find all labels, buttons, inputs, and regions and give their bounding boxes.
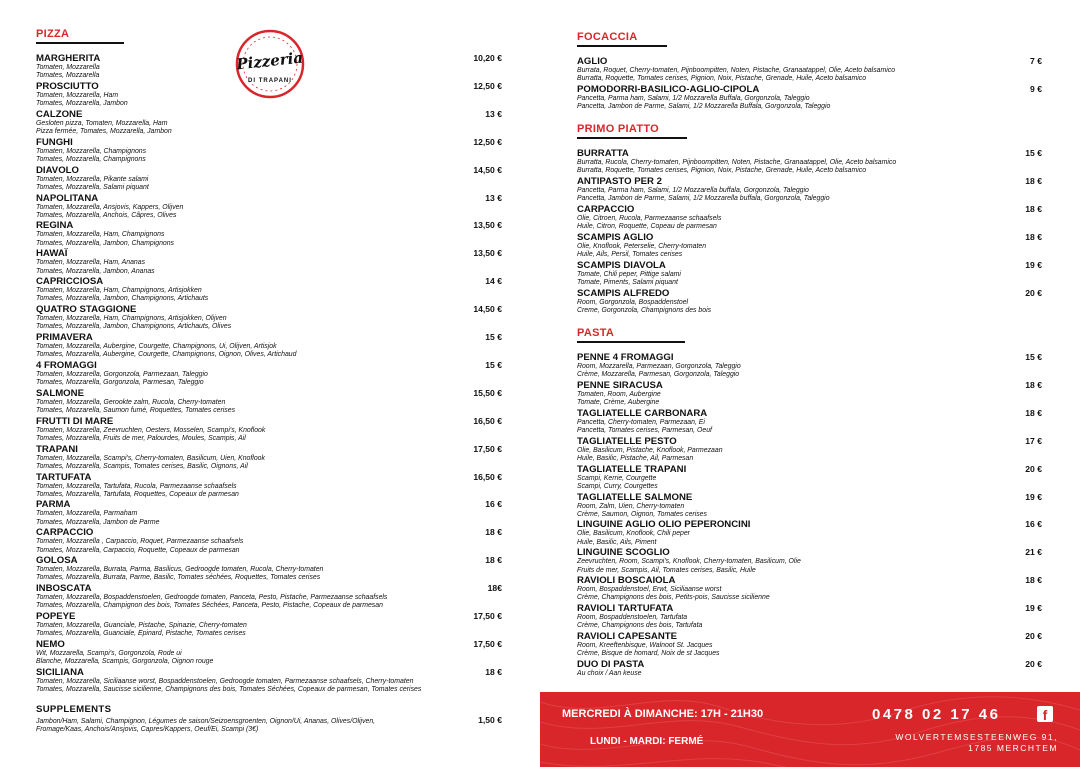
address-line-1: WOLVERTEMSESTEENWEG 91, xyxy=(895,732,1058,742)
menu-item-description: Tomates, Mozzarella, Anchois, Câpres, Olives xyxy=(36,211,177,219)
menu-item-description: Burratta, Rucola, Cherry-tomaten, Pijnboompitten, Noten, Pistache, Granaatappel, Olie, Aceto balsamico xyxy=(577,159,897,166)
menu-item-description: Tomates, Mozzarella, Jambon de Parme xyxy=(36,518,160,526)
menu-item-description: Huile, Citron, Roquette, Copeau de parmesan xyxy=(577,223,717,231)
menu-item-name: LINGUINE AGLIO OLIO PEPERONCINI xyxy=(577,519,751,531)
menu-item-price: 13 € xyxy=(485,108,502,119)
menu-item-name: SICILIANA xyxy=(36,666,84,678)
phone-number[interactable]: 0478 02 17 46 xyxy=(872,706,1001,723)
menu-item-description: Tomates, Mozzarella, Fruits de mer, Palourdes, Moules, Scampis, Ail xyxy=(36,434,246,442)
menu-item-description: Crème, Champignons des bois, Tartufata xyxy=(577,622,703,630)
menu-item-name: POPEYE xyxy=(36,611,76,622)
menu-item-price: 18€ xyxy=(487,583,502,594)
menu-item-description: Tomates, Mozzarella, Salami piquant xyxy=(36,183,149,191)
menu-item-price: 16,50 € xyxy=(473,471,502,482)
menu-item-description: Huile, Ails, Persil, Tomates cerises xyxy=(577,251,683,259)
menu-item xyxy=(577,436,1045,463)
menu-item-name: RAVIOLI TARTUFATA xyxy=(577,603,674,615)
menu-item-price: 9 € xyxy=(1030,84,1042,94)
menu-item-price: 18 € xyxy=(1025,575,1042,586)
menu-item-description: Tomaten, Mozzarella, Ham, Champignons, Artisjokken xyxy=(36,287,202,295)
menu-item-description: Huile, Basilic, Ails, Piment xyxy=(577,538,657,546)
menu-item xyxy=(577,56,1045,83)
menu-item xyxy=(36,220,506,247)
menu-item-description: Huile, Basilic, Pistache, Ail, Parmesan xyxy=(577,454,694,462)
menu-item xyxy=(36,248,506,275)
menu-item-description: Crème, Saumon, Oignon, Tomates cerises xyxy=(577,510,707,518)
menu-item-name: PENNE 4 FROMAGGI xyxy=(577,352,674,363)
menu-item-description: Pancetta, Tomates cerises, Parmesan, Oeuf xyxy=(577,427,712,434)
menu-item-name: CALZONE xyxy=(36,108,83,120)
menu-item-description: Tomates, Mozzarella, Saucisse sicilienne, Champignons des bois, Tomates Séchées, Copeaux de parmesan, Tomates cerises xyxy=(36,686,422,693)
menu-item-description: Tomate, Chili peper, Pittige salami xyxy=(577,271,681,278)
menu-item-description: Tomaten, Mozzarella, Champignons xyxy=(36,147,147,155)
menu-item xyxy=(36,165,506,192)
menu-item-name: SALMONE xyxy=(36,387,84,399)
menu-item xyxy=(577,352,1045,379)
logo-sub: DI TRAPANI xyxy=(248,78,292,84)
menu-item-name: DIAVOLO xyxy=(36,164,79,176)
menu-item-price: 15 € xyxy=(1025,148,1042,158)
menu-item-description: Tomates, Mozzarella, Tartufata, Roquettes, Copeaux de parmesan xyxy=(36,490,239,498)
menu-item xyxy=(577,464,1045,491)
menu-item-name: POMODORRI-BASILICO-AGLIO-CIPOLA xyxy=(577,84,760,95)
menu-item-price: 13,50 € xyxy=(473,248,502,259)
menu-item xyxy=(36,137,506,164)
menu-item xyxy=(36,583,506,610)
menu-item-name: LINGUINE SCOGLIO xyxy=(577,547,670,559)
menu-item xyxy=(36,276,506,303)
menu-item-description: Tomaten, Mozzarella, Ham xyxy=(36,91,119,99)
menu-item-description: Olie, Basilicum, Knoflook, Chili peper xyxy=(577,530,690,538)
menu-item-name: CAPRICCIOSA xyxy=(36,276,104,288)
menu-item-description: Tomates, Mozzarella, Jambon, Champignons, Artichauts, Olives xyxy=(36,323,232,331)
menu-item-name: TAGLIATELLE SALMONE xyxy=(577,491,693,503)
menu-item-description: Tomaten, Mozzarella, Bospaddenstoelen, Gedroogde tomaten, Panceta, Pesto, Pistache, Parmezaanse schaafsels xyxy=(36,594,388,602)
menu-item-description: Tomates, Mozzarella xyxy=(36,72,100,80)
menu-item-description: Tomates, Mozzarella, Gorgonzola, Parmesan, Taleggio xyxy=(36,379,204,387)
section-title-supplements: SUPPLEMENTS xyxy=(36,704,112,715)
menu-item-price: 15 € xyxy=(485,332,502,342)
section-underline xyxy=(36,42,124,44)
menu-item-description: Crème, Champignons des bois, Petits-pois, Saucisse sicilienne xyxy=(577,594,770,602)
menu-item xyxy=(577,84,1045,111)
menu-item-price: 18 € xyxy=(485,666,502,677)
menu-item-price: 19 € xyxy=(1025,603,1042,614)
menu-item-name: RAVIOLI BOSCAIOLA xyxy=(577,575,676,587)
menu-item-description: Tomaten, Mozzarella, Ham, Champignons xyxy=(36,231,165,239)
contact-bar xyxy=(540,692,1080,767)
menu-item-description: Tomaten, Mozzarella, Siciliaanse worst, Bospaddenstoelen, Gedroogde tomaten, Parmezaanse schaafsels, Cherry-tomaten xyxy=(36,677,414,685)
menu-item-description: Pancetta, Parma ham, Salami, 1/2 Mozzarella Buffala, Gorgonzola, Taleggio xyxy=(577,95,810,102)
menu-item-name: SCAMPIS DIAVOLA xyxy=(577,260,666,271)
menu-item-description: Tomaten, Mozzarella, Parmaham xyxy=(36,510,138,518)
menu-item-price: 19 € xyxy=(1025,491,1042,502)
supplements-item xyxy=(36,715,506,734)
menu-item-price: 12,50 € xyxy=(473,80,502,91)
menu-item xyxy=(36,667,506,694)
menu-item-price: 17 € xyxy=(1025,435,1042,446)
menu-item-name: NAPOLITANA xyxy=(36,192,99,204)
menu-item-description: Tomaten, Mozzarella, Ham, Ananas xyxy=(36,259,146,267)
menu-item-price: 20 € xyxy=(1025,658,1042,669)
menu-item xyxy=(577,547,1045,574)
menu-item xyxy=(577,519,1045,546)
menu-item-name: HAWAÏ xyxy=(36,248,68,260)
section-title-focaccia: FOCACCIA xyxy=(577,31,638,43)
menu-item-description: Crème, Bisque de homard, Noix de st Jacques xyxy=(577,650,720,658)
menu-item xyxy=(36,611,506,638)
menu-item xyxy=(36,193,506,220)
menu-item-description: Tomaten, Mozzarella, Pikante salami xyxy=(36,175,149,183)
menu-item-description: Tomates, Mozzarella, Jambon, Champignons xyxy=(36,239,175,247)
menu-item-name: TAGLIATELLE CARBONARA xyxy=(577,407,708,419)
menu-item-price: 15,50 € xyxy=(473,387,502,398)
menu-item-price: 16 € xyxy=(485,499,502,510)
menu-item-price: 18 € xyxy=(1025,232,1042,242)
menu-item-price: 20 € xyxy=(1025,288,1042,298)
menu-item-price: 10,20 € xyxy=(473,53,502,63)
menu-item-description: Tomates, Mozzarella, Champignons xyxy=(36,155,146,163)
menu-item-description: Tomaten, Mozzarella, Guanciale, Pistache, Spinazie, Cherry-tomaten xyxy=(36,622,247,629)
section-underline xyxy=(577,137,687,139)
menu-item-name: CARPACCIO xyxy=(577,204,635,215)
menu-item-description: Tomaten, Mozzarella, Aubergine, Courgette, Champignons, Ui, Olijven, Artisjok xyxy=(36,343,277,350)
menu-item-description: Zeevruchten, Room, Scampi's, Knoflook, Cherry-tomaten, Basilicum, Olie xyxy=(577,558,801,566)
menu-item xyxy=(36,332,506,359)
closed-days: LUNDI - MARDI: FERMÉ xyxy=(590,736,704,747)
menu-item xyxy=(36,109,506,136)
facebook-icon[interactable]: f xyxy=(1037,706,1053,722)
menu-item-description: Tomaten, Mozzarella, Gerookte zalm, Rucola, Cherry-tomaten xyxy=(36,398,226,406)
menu-item-description: Room, Bospaddenstoelen, Tartufata xyxy=(577,614,688,622)
menu-item-price: 16,50 € xyxy=(473,415,502,426)
menu-item-description: Pancetta, Jambon de Parme, Salami, 1/2 Mozzarella buffala, Gorgonzola, Taleggio xyxy=(577,195,830,203)
menu-item xyxy=(36,388,506,415)
menu-item-description: Tomates, Mozzarella, Jambon xyxy=(36,100,128,108)
menu-item xyxy=(577,603,1045,630)
menu-item-name: PRIMAVERA xyxy=(36,332,93,343)
menu-item xyxy=(577,408,1045,435)
menu-item-description: Room, Gorgonzola, Bospaddenstoel xyxy=(577,299,689,306)
menu-item-price: 18 € xyxy=(1025,407,1042,418)
menu-item xyxy=(36,304,506,331)
menu-item-price: 17,50 € xyxy=(473,611,502,621)
menu-item-price: 18 € xyxy=(1025,204,1042,214)
menu-item-description: Burrata, Roquet, Cherry-tomaten, Pijnboompitten, Noten, Pistache, Granaatappel, Olie, Aceto balsamico xyxy=(577,67,896,74)
menu-item xyxy=(577,492,1045,519)
menu-item-price: 19 € xyxy=(1025,260,1042,270)
menu-item xyxy=(577,232,1045,259)
menu-item xyxy=(577,148,1045,175)
menu-item-description: Tomaten, Mozzarella , Carpaccio, Roquet, Parmezaanse schaafsels xyxy=(36,538,244,546)
menu-item-description: Room, Bospaddenstoel, Erwt, Siciliaanse worst xyxy=(577,586,722,594)
menu-item xyxy=(36,555,506,582)
menu-item-description: Creme, Gorgonzola, Champignons des bois xyxy=(577,307,712,315)
menu-item-price: 18 € xyxy=(485,527,502,538)
menu-item-name: PROSCIUTTO xyxy=(36,80,99,92)
menu-item-name: TRAPANI xyxy=(36,443,78,455)
menu-item-description: Fruits de mer, Scampis, Ail, Tomates cerises, Basilic, Huile xyxy=(577,566,756,574)
menu-item xyxy=(36,472,506,499)
menu-item xyxy=(577,380,1045,407)
menu-item-price: 14 € xyxy=(485,276,502,287)
menu-item-name: MARGHERITA xyxy=(36,53,101,64)
menu-item-name: RAVIOLI CAPESANTE xyxy=(577,631,678,642)
menu-item-name: FUNGHI xyxy=(36,136,73,148)
menu-item-description: Burratta, Roquette, Tomates cerises, Pignion, Noix, Pistache, Grenade, Huile, Aceto balsamico xyxy=(577,75,867,83)
menu-item-name: PARMA xyxy=(36,499,71,511)
menu-item-price: 15 € xyxy=(1025,352,1042,362)
menu-item-price: 13,50 € xyxy=(473,220,502,231)
menu-item-description: Scampi, Kerrie, Courgette xyxy=(577,474,657,482)
menu-item-description: Blanche, Mozzarella, Scampis, Gorgonzola, Oignon rouge xyxy=(36,658,214,666)
menu-item-price: 17,50 € xyxy=(473,638,502,649)
menu-item-description: Tomaten, Mozzarella, Gorgonzola, Parmezaan, Taleggio xyxy=(36,370,208,378)
section-title-primo-piatto: PRIMO PIATTO xyxy=(577,123,660,135)
menu-item-description: Olie, Citroen, Rucola, Parmezaanse schaafsels xyxy=(577,215,722,222)
menu-item-description: Room, Mozzarella, Parmezaan, Gorgonzola, Taleggio xyxy=(577,363,741,370)
address-line-2: 1785 MERCHTEM xyxy=(968,743,1058,753)
menu-item-description: Tomates, Mozzarella, Burrata, Parme, Basilic, Tomates séchées, Roquettes, Tomates cerises xyxy=(36,574,321,582)
menu-item-name: 4 FROMAGGI xyxy=(36,359,97,371)
menu-item-price: 13 € xyxy=(485,192,502,203)
pizzeria-logo xyxy=(232,26,308,102)
menu-item xyxy=(577,176,1045,203)
menu-item-description: Tomaten, Mozzarella, Zeevruchten, Oesters, Mosselen, Scampi's, Knoflook xyxy=(36,426,266,434)
menu-item-price: 18 € xyxy=(1025,176,1042,186)
menu-item xyxy=(36,499,506,526)
menu-item-description: Room, Kreeftenbisque, Walnoot St. Jacques xyxy=(577,642,713,649)
menu-item xyxy=(36,527,506,554)
menu-item-name: PENNE SIRACUSA xyxy=(577,379,663,391)
menu-item-description: Tomates, Mozzarella, Aubergine, Courgette, Champignons, Oignon, Olives, Artichaud xyxy=(36,351,297,359)
menu-item-description: Tomates, Mozzarella, Guanciale, Epinard, Pistache, Tomates cerises xyxy=(36,630,246,638)
menu-item-price: 15 € xyxy=(485,359,502,370)
menu-item-price: 21 € xyxy=(1025,547,1042,558)
menu-item-name: DUO DI PASTA xyxy=(577,658,645,670)
menu-item-price: 17,50 € xyxy=(473,443,502,454)
menu-item-description: Tomates, Mozzarella, Scampis, Tomates cerises, Basilic, Oignons, Ail xyxy=(36,462,248,470)
section-underline xyxy=(577,341,685,343)
menu-item-description: Tomates, Mozzarella, Saumon fumé, Roquettes, Tomates cerises xyxy=(36,407,236,414)
menu-item xyxy=(36,639,506,666)
menu-item-description: Tomaten, Mozzarella, Scampi's, Cherry-tomaten, Basilicum, Uien, Knoflook xyxy=(36,454,265,462)
menu-item-price: 16 € xyxy=(1025,519,1042,530)
section-underline xyxy=(577,45,667,47)
menu-item-description: Olie, Knoflook, Peterselie, Cherry-tomaten xyxy=(577,243,707,250)
menu-item-description: Room, Zalm, Uien, Cherry-tomaten xyxy=(577,502,685,510)
menu-item-price: 14,50 € xyxy=(473,164,502,175)
menu-item-name: TARTUFATA xyxy=(36,471,92,483)
supplements-desc-2: Fromage/Kaas, Anchois/Ansjovis, Capres/Kappers, Oeuf/Ei, Scampi (3€) xyxy=(36,726,259,734)
section-title-pasta: PASTA xyxy=(577,327,615,339)
menu-item-description: Tomaten, Mozzarella, Tartufata, Rucola, Parmezaanse schaafsels xyxy=(36,482,237,490)
menu-item-price: 18 € xyxy=(1025,379,1042,390)
menu-item xyxy=(577,260,1045,287)
menu-item-price: 18 € xyxy=(485,555,502,566)
supplements-price: 1,50 € xyxy=(478,715,502,725)
menu-item-description: Pancetta, Jambon de Parme, Salami, 1/2 Mozzarella Buffala, Gorgonzola, Taleggio xyxy=(577,103,831,111)
menu-item-description: Pancetta, Parma ham, Salami, 1/2 Mozzarella buffala, Gorgonzola, Taleggio xyxy=(577,187,809,194)
menu-item-price: 14,50 € xyxy=(473,304,502,315)
menu-item-description: Tomate, Piments, Salami piquant xyxy=(577,279,678,287)
menu-item-description: Tomaten, Mozzarella xyxy=(36,64,100,71)
menu-item-name: GOLOSA xyxy=(36,555,78,567)
menu-item xyxy=(577,659,1045,678)
logo-brand: Pizzeria xyxy=(235,48,304,74)
supplements-desc-1: Jambon/Ham, Salami, Champignon, Légumes de saison/Seizoensgroenten, Oignon/Ui, Ananas, Olives/Olijven, xyxy=(36,718,376,725)
menu-item xyxy=(36,416,506,443)
menu-item-name: REGINA xyxy=(36,220,74,232)
menu-item-description: Tomates, Mozzarella, Carpaccio, Roquette, Copeaux de parmesan xyxy=(36,546,240,554)
menu-item-description: Tomaten, Room, Aubergine xyxy=(577,390,661,398)
menu-item-name: QUATRO STAGGIONE xyxy=(36,304,137,316)
menu-item xyxy=(577,575,1045,602)
menu-item-name: SCAMPIS ALFREDO xyxy=(577,288,670,299)
menu-item-description: Tomates, Mozzarella, Jambon, Ananas xyxy=(36,267,155,275)
menu-item-price: 20 € xyxy=(1025,463,1042,474)
menu-item-name: ANTIPASTO PER 2 xyxy=(577,176,662,187)
menu-item-description: Gesloten pizza, Tomaten, Mozzarella, Ham xyxy=(36,119,168,127)
menu-item-description: Scampi, Curry, Courgettes xyxy=(577,482,658,490)
menu-item-name: SCAMPIS AGLIO xyxy=(577,232,654,243)
menu-item-description: Tomates, Mozzarella, Jambon, Champignons, Artichauts xyxy=(36,295,209,303)
menu-item-name: CARPACCIO xyxy=(36,527,94,539)
menu-item-name: NEMO xyxy=(36,638,65,650)
menu-item xyxy=(577,288,1045,315)
menu-item-description: Pancetta, Cherry-tomaten, Parmezaan, Ei xyxy=(577,418,705,426)
menu-item-name: FRUTTI DI MARE xyxy=(36,415,114,427)
menu-item-name: INBOSCATA xyxy=(36,583,92,595)
menu-item-description: Tomaten, Mozzarella, Ansjovis, Kappers, Olijven xyxy=(36,203,184,211)
menu-item-description: Tomate, Crème, Aubergine xyxy=(577,399,660,407)
menu-item-name: TAGLIATELLE PESTO xyxy=(577,435,677,447)
menu-item-description: Olie, Basilicum, Pistache, Knoflook, Parmezaan xyxy=(577,446,723,454)
menu-item xyxy=(577,204,1045,231)
menu-item xyxy=(577,631,1045,658)
menu-item-description: Tomates, Mozzarella, Champignon des bois, Tomates Séchées, Panceta, Pesto, Pistache, Copeaux de parmesan xyxy=(36,602,383,610)
menu-item xyxy=(36,444,506,471)
opening-hours: MERCREDI À DIMANCHE: 17H - 21H30 xyxy=(562,708,764,720)
menu-item-description: Tomaten, Mozzarella, Burrata, Parma, Basilicus, Gedroogde tomaten, Rucola, Cherry-tomaten xyxy=(36,566,324,574)
menu-item-description: Burratta, Roquette, Tomates cerises, Pignion, Noix, Pistache, Grenade, Huile, Aceto balsamico xyxy=(577,167,867,175)
menu-item-description: Pizza fermée, Tomates, Mozzarella, Jambon xyxy=(36,128,172,135)
menu-item-description: Tomaten, Mozzarella, Ham, Champignons, Artisjokken, Olijven xyxy=(36,315,227,323)
menu-item-price: 7 € xyxy=(1030,56,1042,66)
menu-item-price: 12,50 € xyxy=(473,136,502,147)
menu-item-description: Au choix / Aan keuse xyxy=(577,669,642,677)
menu-item-description: Crème, Mozzarella, Parmesan, Gorgonzola, Taleggio xyxy=(577,371,740,379)
menu-item-name: BURRATTA xyxy=(577,148,629,159)
menu-item-name: AGLIO xyxy=(577,56,608,67)
menu-item-price: 20 € xyxy=(1025,631,1042,641)
menu-item-description: Wit, Mozzarella, Scampi's, Gorgonzola, Rode ui xyxy=(36,649,182,657)
menu-item xyxy=(36,360,506,387)
menu-item-name: TAGLIATELLE TRAPANI xyxy=(577,463,687,475)
section-title-pizza: PIZZA xyxy=(36,28,70,40)
